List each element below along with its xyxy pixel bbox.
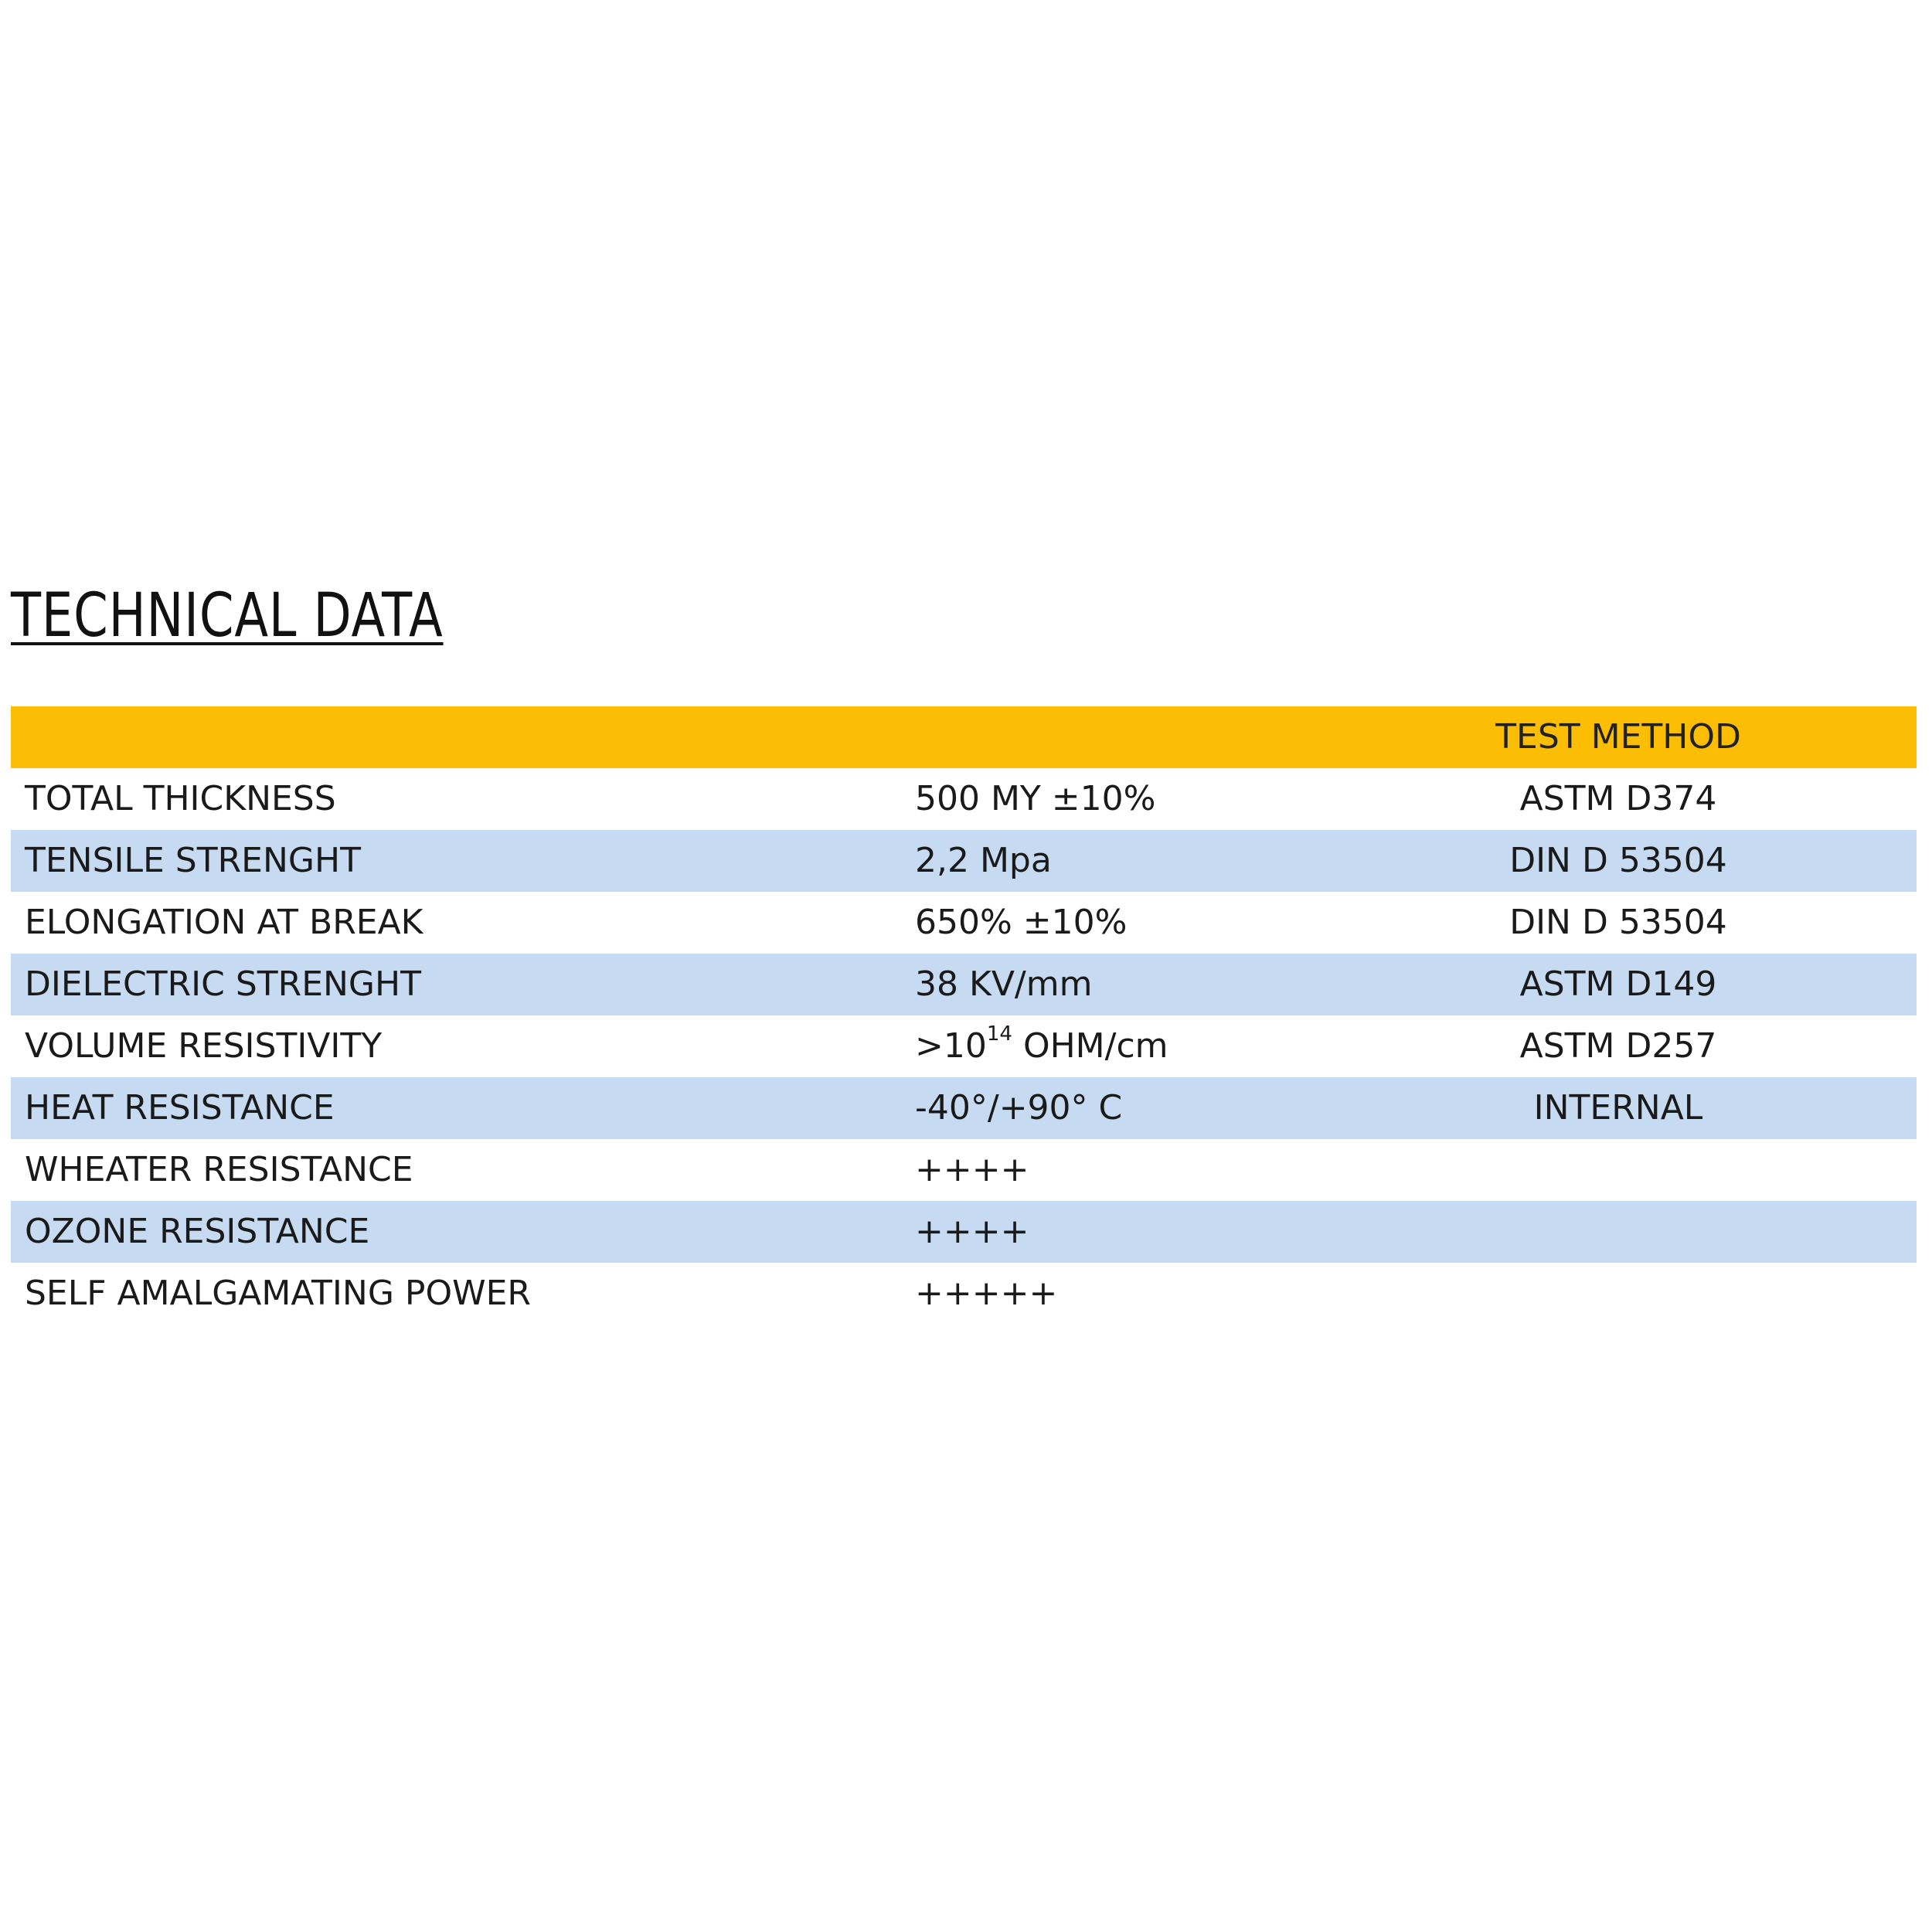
table-row	[11, 768, 1917, 830]
table-header-row	[11, 706, 1917, 768]
row-property: DIELECTRIC STRENGHT	[25, 964, 421, 1004]
row-test-method	[1402, 1201, 1835, 1263]
row-property: VOLUME RESISTIVITY	[25, 1026, 383, 1066]
value-suffix: OHM/cm	[1012, 1026, 1168, 1066]
table-row	[11, 1263, 1917, 1325]
row-property: SELF AMALGAMATING POWER	[25, 1274, 531, 1313]
row-property: WHEATER RESISTANCE	[25, 1150, 413, 1189]
row-value: +++++	[915, 1274, 1058, 1313]
row-test-method: INTERNAL	[1533, 1088, 1703, 1128]
row-test-method	[1402, 1139, 1835, 1201]
row-value: 650% ±10%	[915, 903, 1128, 942]
row-property: OZONE RESISTANCE	[25, 1212, 370, 1251]
row-property: ELONGATION AT BREAK	[25, 903, 423, 942]
value-prefix: >10	[915, 1026, 987, 1066]
page-title: TECHNICAL DATA	[11, 581, 444, 651]
row-value: -40°/+90° C	[915, 1088, 1123, 1128]
row-test-method: DIN D 53504	[1509, 841, 1727, 880]
row-test-method	[1402, 1263, 1835, 1325]
row-value: ++++	[915, 1212, 1029, 1251]
row-property: TENSILE STRENGHT	[25, 841, 361, 880]
table-row	[11, 1077, 1917, 1139]
table-row	[11, 830, 1917, 892]
row-value: 38 KV/mm	[915, 964, 1093, 1004]
row-value	[915, 1015, 1168, 1077]
row-property: HEAT RESISTANCE	[25, 1088, 335, 1128]
table-row	[11, 1201, 1917, 1263]
table-row	[11, 954, 1917, 1015]
table-row	[11, 892, 1917, 954]
row-test-method: DIN D 53504	[1509, 903, 1727, 942]
technical-data-table	[11, 706, 1917, 1325]
row-value: 500 MY ±10%	[915, 779, 1156, 818]
row-test-method: ASTM D374	[1519, 779, 1717, 818]
row-value: ++++	[915, 1150, 1029, 1189]
header-test-method: TEST METHOD	[1495, 717, 1741, 757]
row-test-method: ASTM D149	[1519, 964, 1717, 1004]
value-exponent: 14	[986, 1022, 1012, 1046]
table-row	[11, 1015, 1917, 1077]
table-row	[11, 1139, 1917, 1201]
row-test-method: ASTM D257	[1519, 1026, 1717, 1066]
row-value: 2,2 Mpa	[915, 841, 1052, 880]
row-property: TOTAL THICKNESS	[25, 779, 336, 818]
